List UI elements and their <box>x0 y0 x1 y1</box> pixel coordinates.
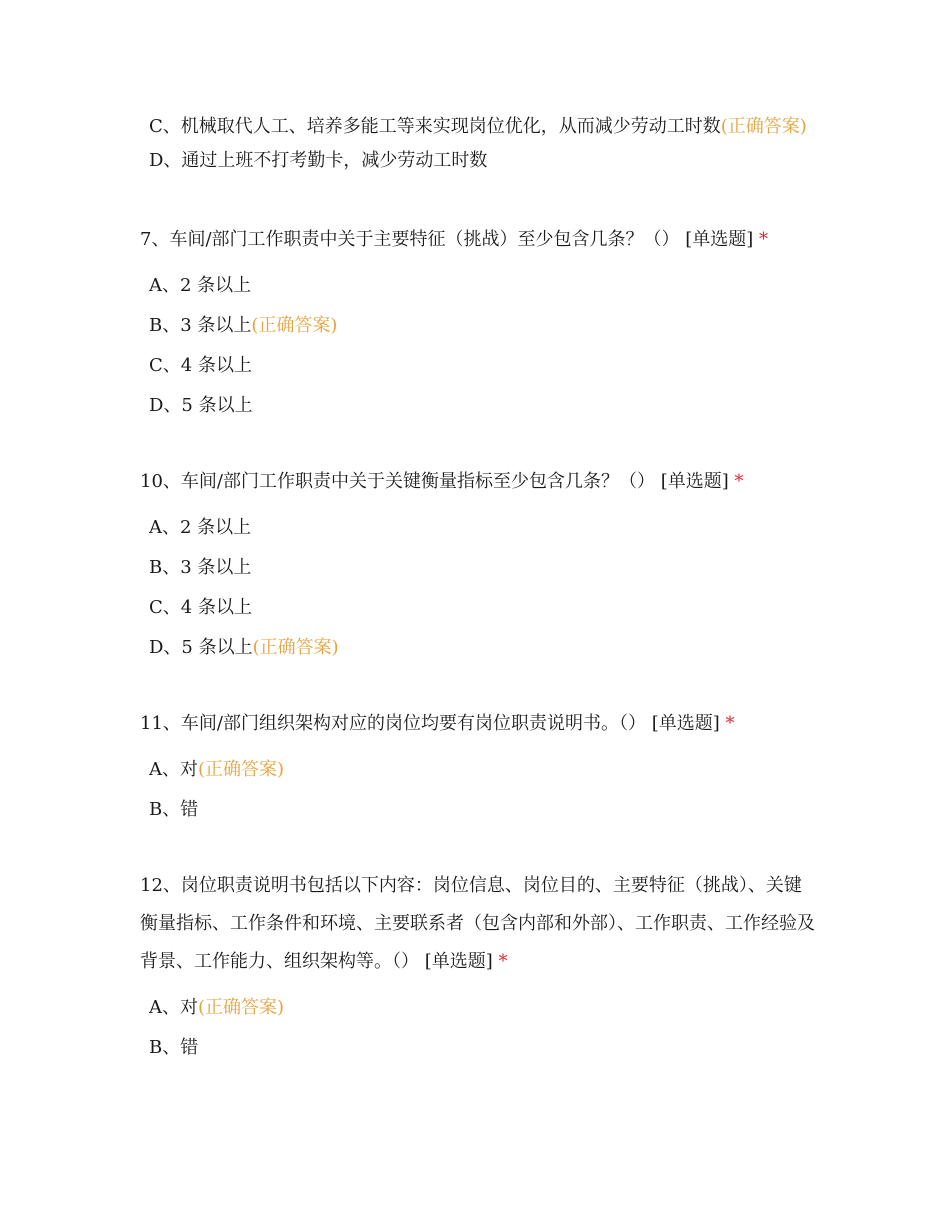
correct-answer-label: (正确答案) <box>252 637 339 658</box>
question-11-block <box>140 705 815 743</box>
question-10-options-b <box>140 554 815 582</box>
option-text: C、4 条以上 <box>149 597 252 618</box>
correct-answer-label: (正确答案) <box>198 997 285 1018</box>
option-q7-c <box>140 352 815 380</box>
option-q6-c <box>140 113 815 141</box>
question-12-options-a <box>140 994 815 1022</box>
question-7-block <box>140 221 815 259</box>
option-q6-d <box>140 147 815 175</box>
option-text: B、错 <box>149 799 199 820</box>
question-10-options-c <box>140 594 815 622</box>
question-10-options-d <box>140 634 815 662</box>
question-7-options-b <box>140 312 815 340</box>
question-12-block <box>140 867 815 981</box>
required-mark: * <box>759 229 769 250</box>
option-q10-d <box>140 634 815 662</box>
option-q7-a <box>140 272 815 300</box>
question-7-options-d <box>140 392 815 420</box>
question-text: 10、车间/部门工作职责中关于关键衡量指标至少包含几条？（） [单选题] <box>140 471 729 492</box>
question-7-options-c <box>140 352 815 380</box>
question-11-options-a <box>140 756 815 784</box>
option-text: A、对 <box>149 759 198 780</box>
question-7-title <box>140 221 815 259</box>
question-11-title <box>140 705 815 743</box>
option-q12-b <box>140 1034 815 1062</box>
option-text: A、2 条以上 <box>149 275 252 296</box>
question-11-options-b <box>140 796 815 824</box>
question-10-title <box>140 463 815 501</box>
option-text: A、对 <box>149 997 198 1018</box>
option-text: D、5 条以上 <box>149 637 253 658</box>
option-q10-a <box>140 514 815 542</box>
option-text: B、3 条以上 <box>149 557 252 578</box>
question-10-block <box>140 463 815 501</box>
required-mark: * <box>498 951 508 972</box>
question-6-block <box>140 113 815 175</box>
option-text: D、5 条以上 <box>149 395 253 416</box>
option-text: C、机械取代人工、培养多能工等来实现岗位优化，从而减少劳动工时数 <box>149 116 721 137</box>
question-text: 7、车间/部门工作职责中关于主要特征（挑战）至少包含几条？（） [单选题] <box>140 229 754 250</box>
option-q11-a <box>140 756 815 784</box>
correct-answer-label: (正确答案) <box>198 759 285 780</box>
option-q11-b <box>140 796 815 824</box>
question-text: 11、车间/部门组织架构对应的岗位均要有岗位职责说明书。（） [单选题] <box>140 713 720 734</box>
required-mark: * <box>725 713 735 734</box>
required-mark: * <box>734 471 744 492</box>
option-text: D、通过上班不打考勤卡，减少劳动工时数 <box>149 150 488 171</box>
question-10-options-a <box>140 514 815 542</box>
correct-answer-label: (正确答案) <box>720 116 807 137</box>
option-q10-b <box>140 554 815 582</box>
option-text: C、4 条以上 <box>149 355 252 376</box>
option-q10-c <box>140 594 815 622</box>
question-12-options-b <box>140 1034 815 1062</box>
question-text: 12、岗位职责说明书包括以下内容：岗位信息、岗位目的、主要特征（挑战）、关键衡量指标、工作条件和环境、主要联系者（包含内部和外部）、工作职责、工作经验及背景、工作能力、组织架构等。（） [单选题] <box>140 875 815 972</box>
option-q7-b <box>140 312 815 340</box>
question-7-options <box>140 272 815 300</box>
option-text: B、错 <box>149 1037 199 1058</box>
option-text: A、2 条以上 <box>149 517 252 538</box>
option-text: B、3 条以上 <box>149 315 252 336</box>
option-q12-a <box>140 994 815 1022</box>
question-12-title <box>140 867 815 981</box>
correct-answer-label: (正确答案) <box>251 315 338 336</box>
option-q7-d <box>140 392 815 420</box>
